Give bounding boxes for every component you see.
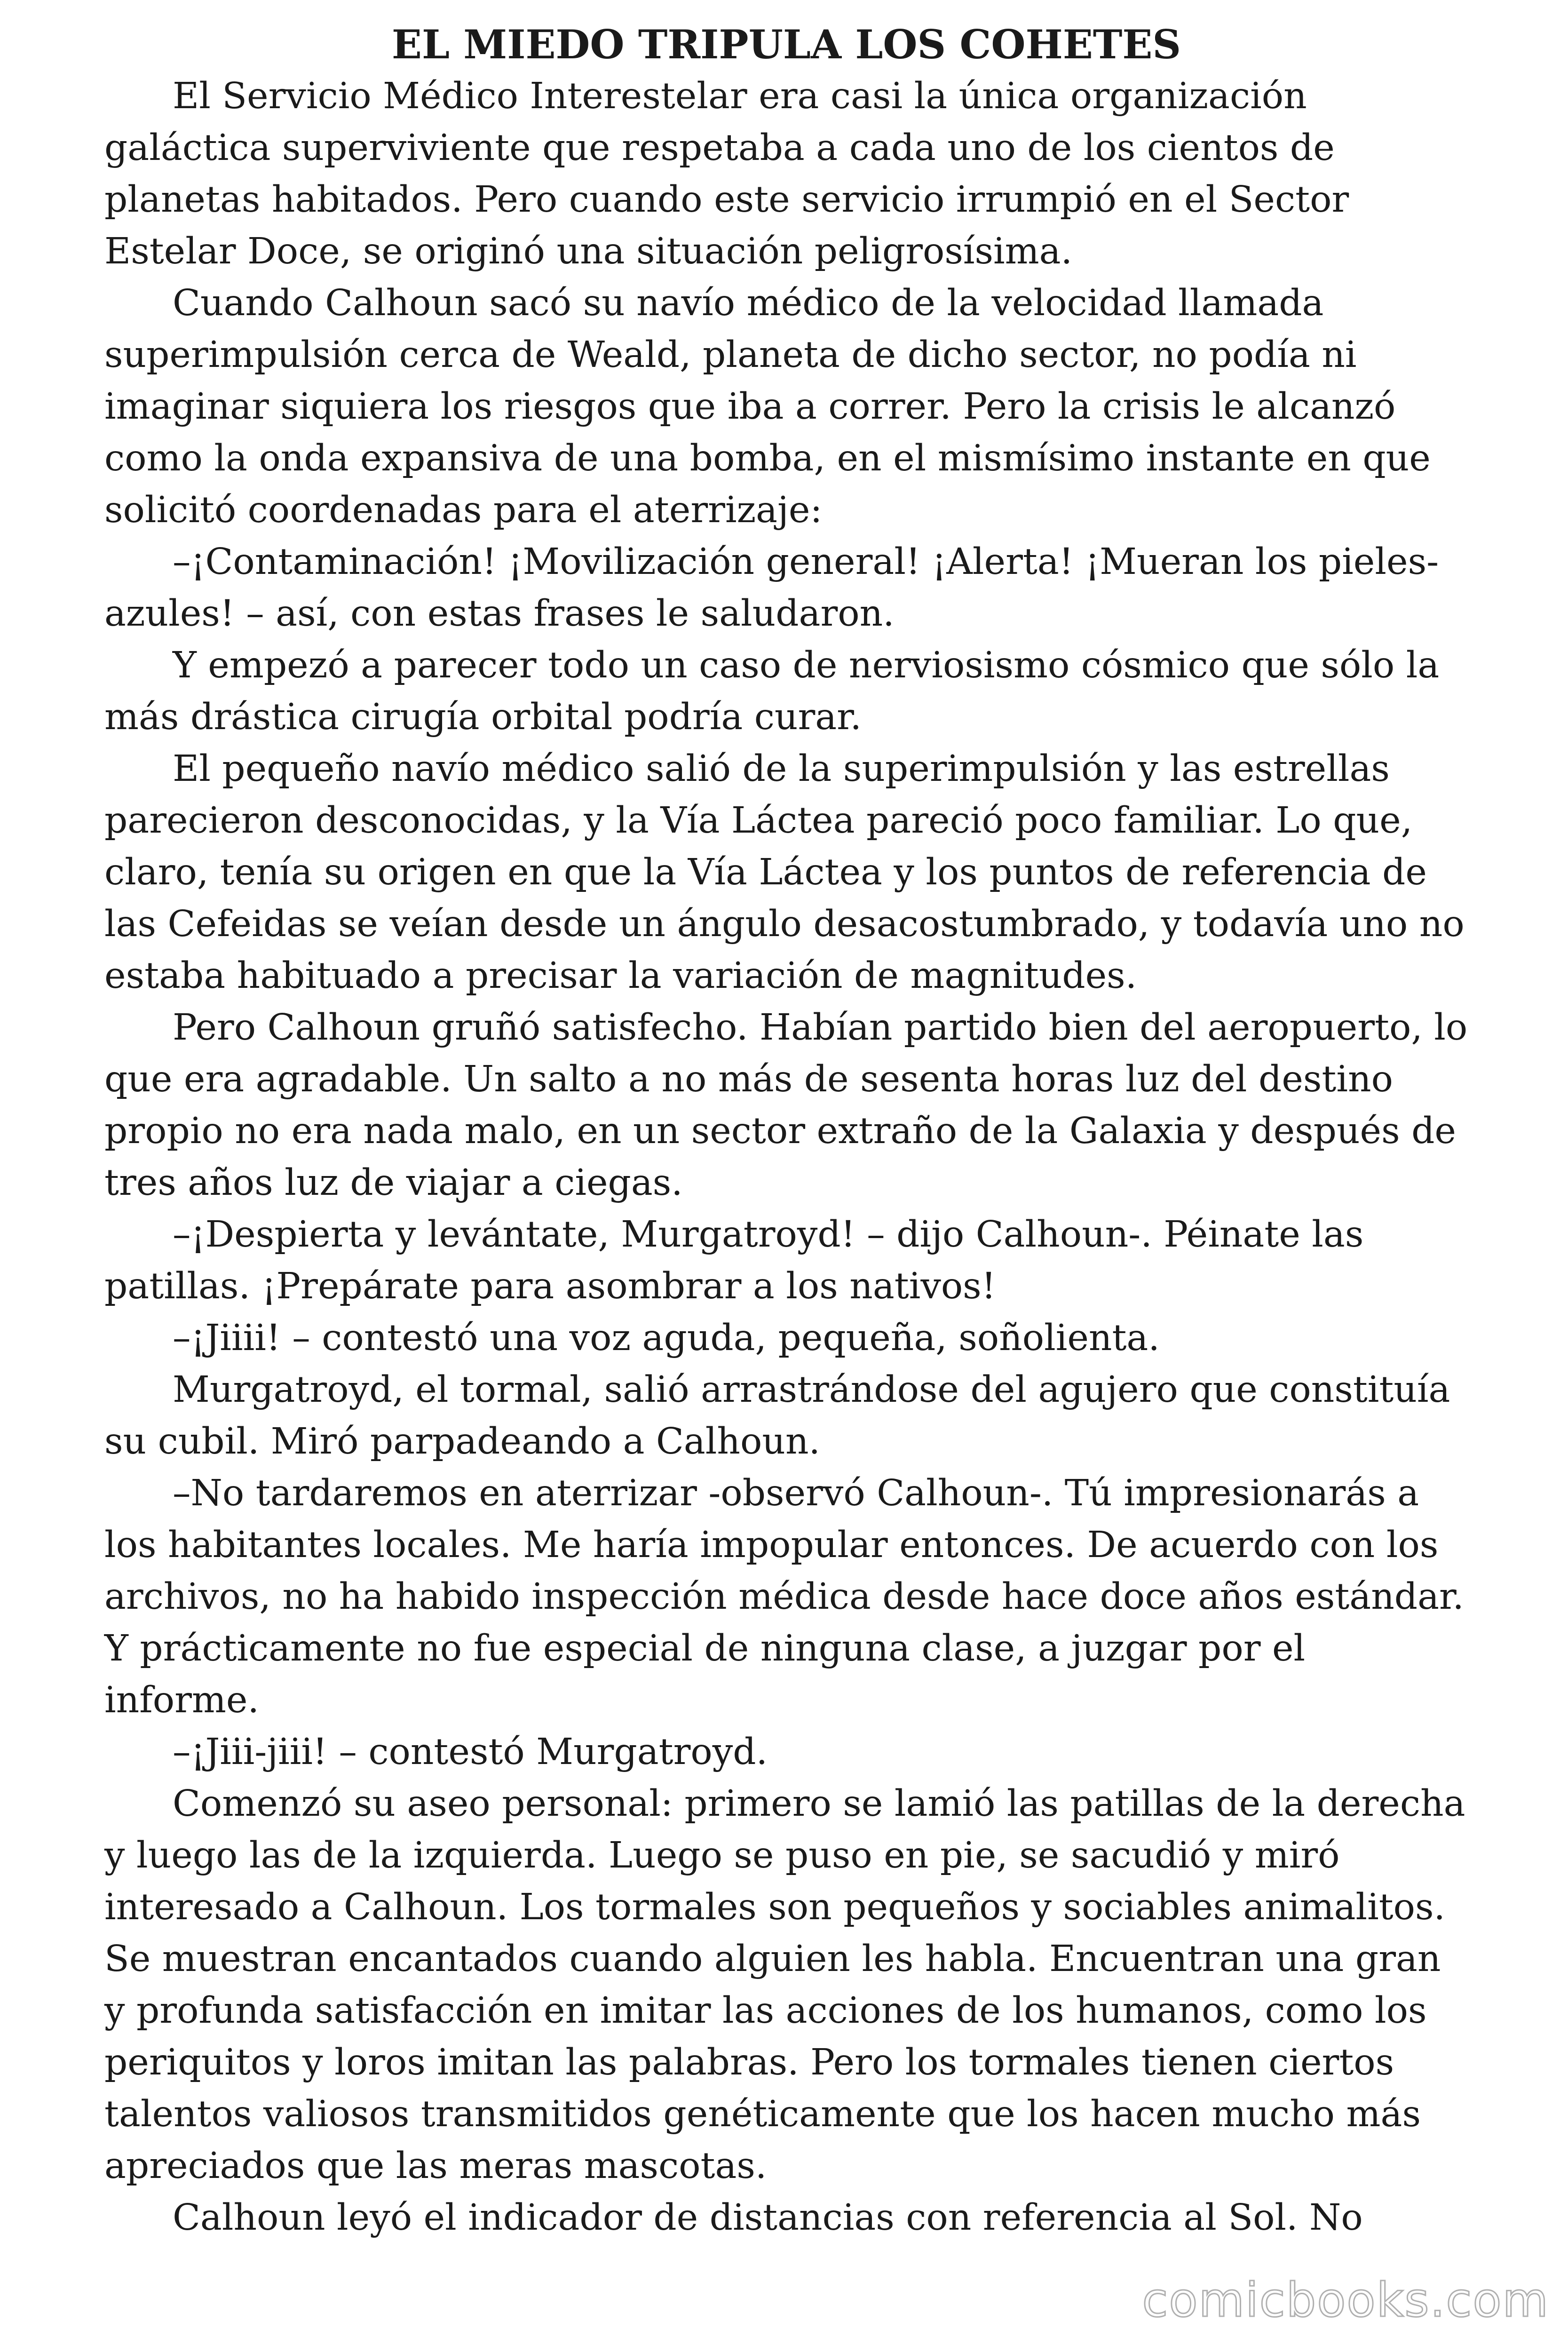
paragraph: –¡Jiiii! – contestó una voz aguda, pequeña, soñolienta. <box>173 1317 1160 1359</box>
paragraph: El pequeño navío médico salió de la superimpulsión y las estrellas parecieron desconocidas, y la Vía Láctea pareció poco familiar. Lo que, claro, tenía su origen en que la Vía Láctea y los puntos de referencia de las Cefeidas se veían desde un ángulo desacostumbrado, y todavía uno no estaba habituado a precisar la variación de magnitudes. <box>104 748 1465 997</box>
paragraph: –¡Despierta y levántate, Murgatroyd! – dijo Calhoun-. Péinate las patillas. ¡Prepárate para asombrar a los nativos! <box>104 1214 1364 1307</box>
paragraph: Y empezó a parecer todo un caso de nerviosismo cósmico que sólo la más drástica cirugía orbital podría curar. <box>104 644 1440 738</box>
paragraph: Cuando Calhoun sacó su navío médico de la velocidad llamada superimpulsión cerca de Weald, planeta de dicho sector, no podía ni imaginar siquiera los riesgos que iba a correr. Pero la crisis le alcanzó como la onda expansiva de una bomba, en el mismísimo instante en que solicitó coordenadas para el aterrizaje: <box>104 282 1431 531</box>
paragraph: Murgatroyd, el tormal, salió arrastrándose del agujero que constituía su cubil. Miró parpadeando a Calhoun. <box>104 1369 1450 1462</box>
chapter-title: EL MIEDO TRIPULA LOS COHETES <box>391 21 1181 68</box>
document-page <box>104 19 1468 2244</box>
paragraph: –¡Contaminación! ¡Movilización general! ¡Alerta! ¡Mueran los pieles-azules! – así, con estas frases le saludaron. <box>104 541 1439 635</box>
paragraph: Pero Calhoun gruñó satisfecho. Habían partido bien del aeropuerto, lo que era agradable. Un salto a no más de sesenta horas luz del destino propio no era nada malo, en un sector extraño de la Galaxia y después de tres años luz de viajar a ciegas. <box>104 1007 1468 1204</box>
paragraph: Comenzó su aseo personal: primero se lamió las patillas de la derecha y luego las de la izquierda. Luego se puso en pie, se sacudió y miró interesado a Calhoun. Los tormales son pequeños y sociables animalitos. Se muestran encantados cuando alguien les habla. Encuentran una gran y profunda satisfacción en imitar las acciones de los humanos, como los periquitos y loros imitan las palabras. Pero los tormales tienen ciertos talentos valiosos transmitidos genéticamente que los hacen mucho más apreciados que las meras mascotas. <box>104 1783 1465 2187</box>
paragraph: Calhoun leyó el indicador de distancias con referencia al Sol. No <box>173 2197 1363 2239</box>
body-text <box>104 71 1468 2244</box>
site-watermark: comicbooks.com <box>1142 2273 1549 2328</box>
paragraph: El Servicio Médico Interestelar era casi la única organización galáctica superviviente que respetaba a cada uno de los cientos de planetas habitados. Pero cuando este servicio irrumpió en el Sector Estelar Doce, se originó una situación peligrosísima. <box>104 75 1349 272</box>
paragraph: –¡Jiii-jiii! – contestó Murgatroyd. <box>173 1731 768 1773</box>
paragraph: –No tardaremos en aterrizar -observó Calhoun-. Tú impresionarás a los habitantes locales. Me haría impopular entonces. De acuerdo con los archivos, no ha habido inspección médica desde hace doce años estándar. Y prácticamente no fue especial de ninguna clase, a juzgar por el informe. <box>104 1472 1464 1721</box>
